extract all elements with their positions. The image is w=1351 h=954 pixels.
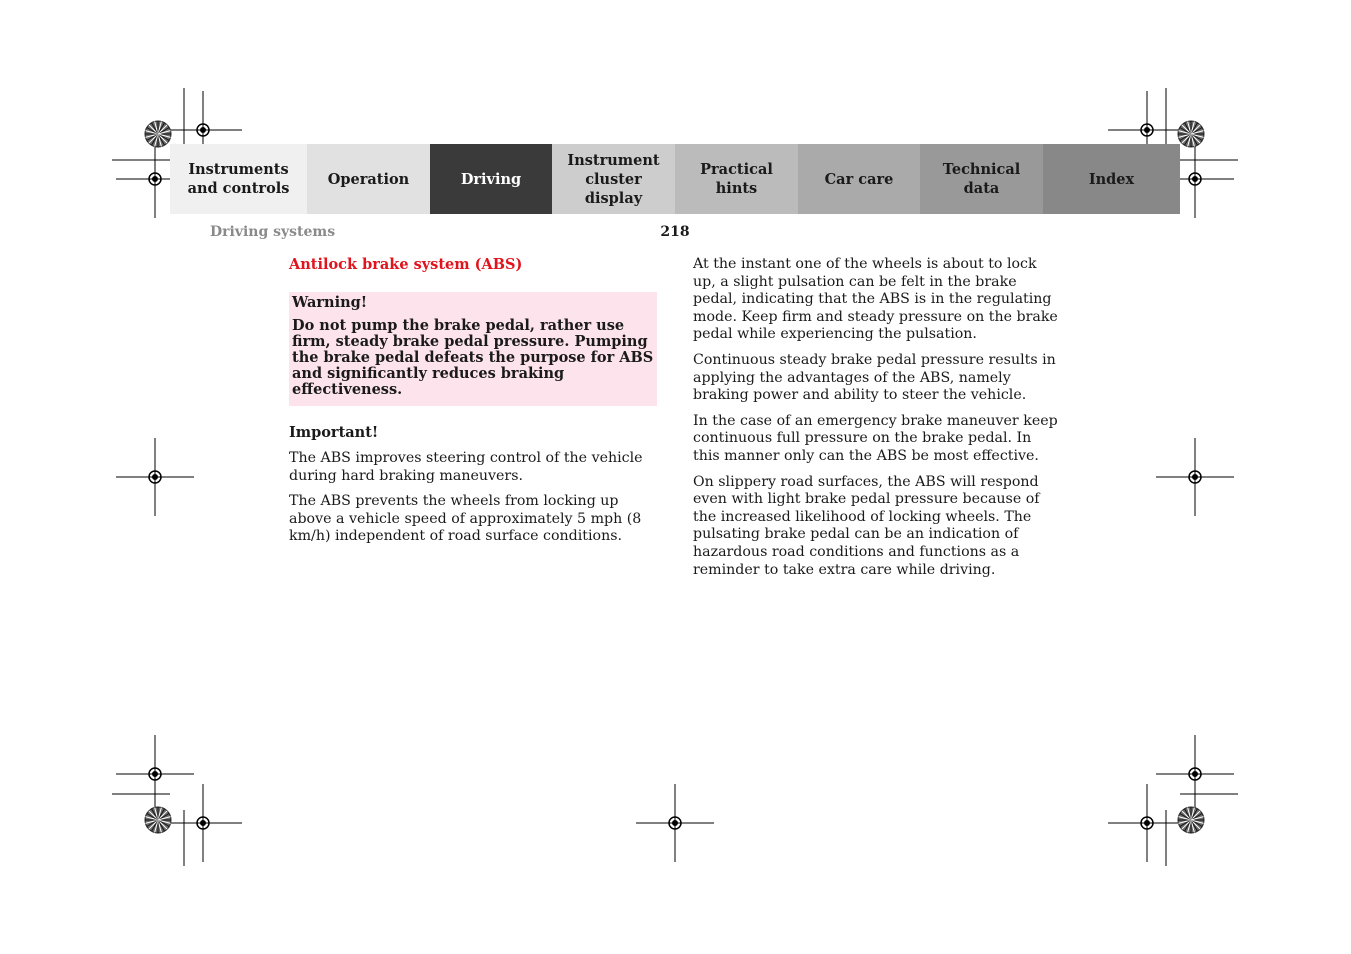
starburst-mark-icon	[145, 807, 171, 833]
left-column	[289, 256, 657, 554]
paragraph: The ABS prevents the wheels from locking up above a vehicle speed of approximately 5 mph (8 km/h) independent of road surface conditions.	[289, 493, 642, 545]
starburst-mark-icon	[1178, 121, 1204, 147]
tab-label: Car care	[824, 170, 894, 188]
important-label: Important!	[289, 424, 379, 441]
tab-car-care[interactable]	[798, 144, 920, 214]
tab-label: Instrument cluster display	[567, 151, 660, 207]
chapter-tabs	[170, 144, 1180, 214]
warning-box	[289, 292, 657, 406]
tab-label: Driving	[460, 170, 522, 188]
tab-label: Technical data	[942, 161, 1021, 197]
registration-target-icon	[636, 784, 714, 862]
tab-label: Index	[1088, 170, 1135, 188]
registration-target-icon	[116, 735, 194, 813]
starburst-mark-icon	[145, 121, 171, 147]
paragraph: The ABS improves steering control of the vehicle during hard braking maneuvers.	[289, 450, 643, 484]
section-title: Driving systems	[210, 224, 336, 240]
tab-instruments-and-controls[interactable]	[170, 144, 307, 214]
tab-technical-data[interactable]	[920, 144, 1043, 214]
tab-driving[interactable]	[430, 144, 552, 214]
tab-label: Instruments and controls	[187, 161, 290, 197]
tab-practical-hints[interactable]	[675, 144, 798, 214]
starburst-mark-icon	[1178, 807, 1204, 833]
paragraph: Continuous steady brake pedal pressure results in applying the advantages of the ABS, namely braking power and ability to steer the vehicle.	[693, 351, 1056, 404]
tab-label: Practical hints	[700, 161, 773, 197]
tab-operation[interactable]	[307, 144, 430, 214]
tab-label: Operation	[327, 170, 410, 188]
registration-target-icon	[164, 784, 242, 862]
tab-instrument-cluster-display[interactable]	[552, 144, 675, 214]
right-column	[693, 256, 1061, 587]
paragraph: On slippery road surfaces, the ABS will respond even with light brake pedal pressure because of the increased likelihood of locking wheels. The pulsating brake pedal can be an indication of hazardous road conditions and functions as a reminder to take extra care while driving.	[693, 473, 1040, 578]
registration-target-icon	[1156, 438, 1234, 516]
paragraph: At the instant one of the wheels is about to lock up, a slight pulsation can be felt in the brake pedal, indicating that the ABS is in the regulating mode. Keep firm and steady pressure on the brake pedal while experiencing the pulsation.	[693, 256, 1058, 343]
page-number: 218	[660, 224, 690, 240]
registration-target-icon	[1108, 784, 1186, 862]
tab-index[interactable]	[1043, 144, 1180, 214]
paragraph: In the case of an emergency brake maneuver keep continuous full pressure on the brake pedal. In this manner only can the ABS be most effective.	[693, 412, 1058, 464]
registration-target-icon	[1156, 735, 1234, 813]
warning-title: Warning!	[292, 294, 368, 311]
registration-target-icon	[116, 438, 194, 516]
section-heading: Antilock brake system (ABS)	[289, 256, 523, 273]
warning-text: Do not pump the brake pedal, rather use firm, steady brake pedal pressure. Pumping the brake pedal defeats the purpose for ABS and significantly reduces braking effectiveness.	[292, 317, 654, 398]
